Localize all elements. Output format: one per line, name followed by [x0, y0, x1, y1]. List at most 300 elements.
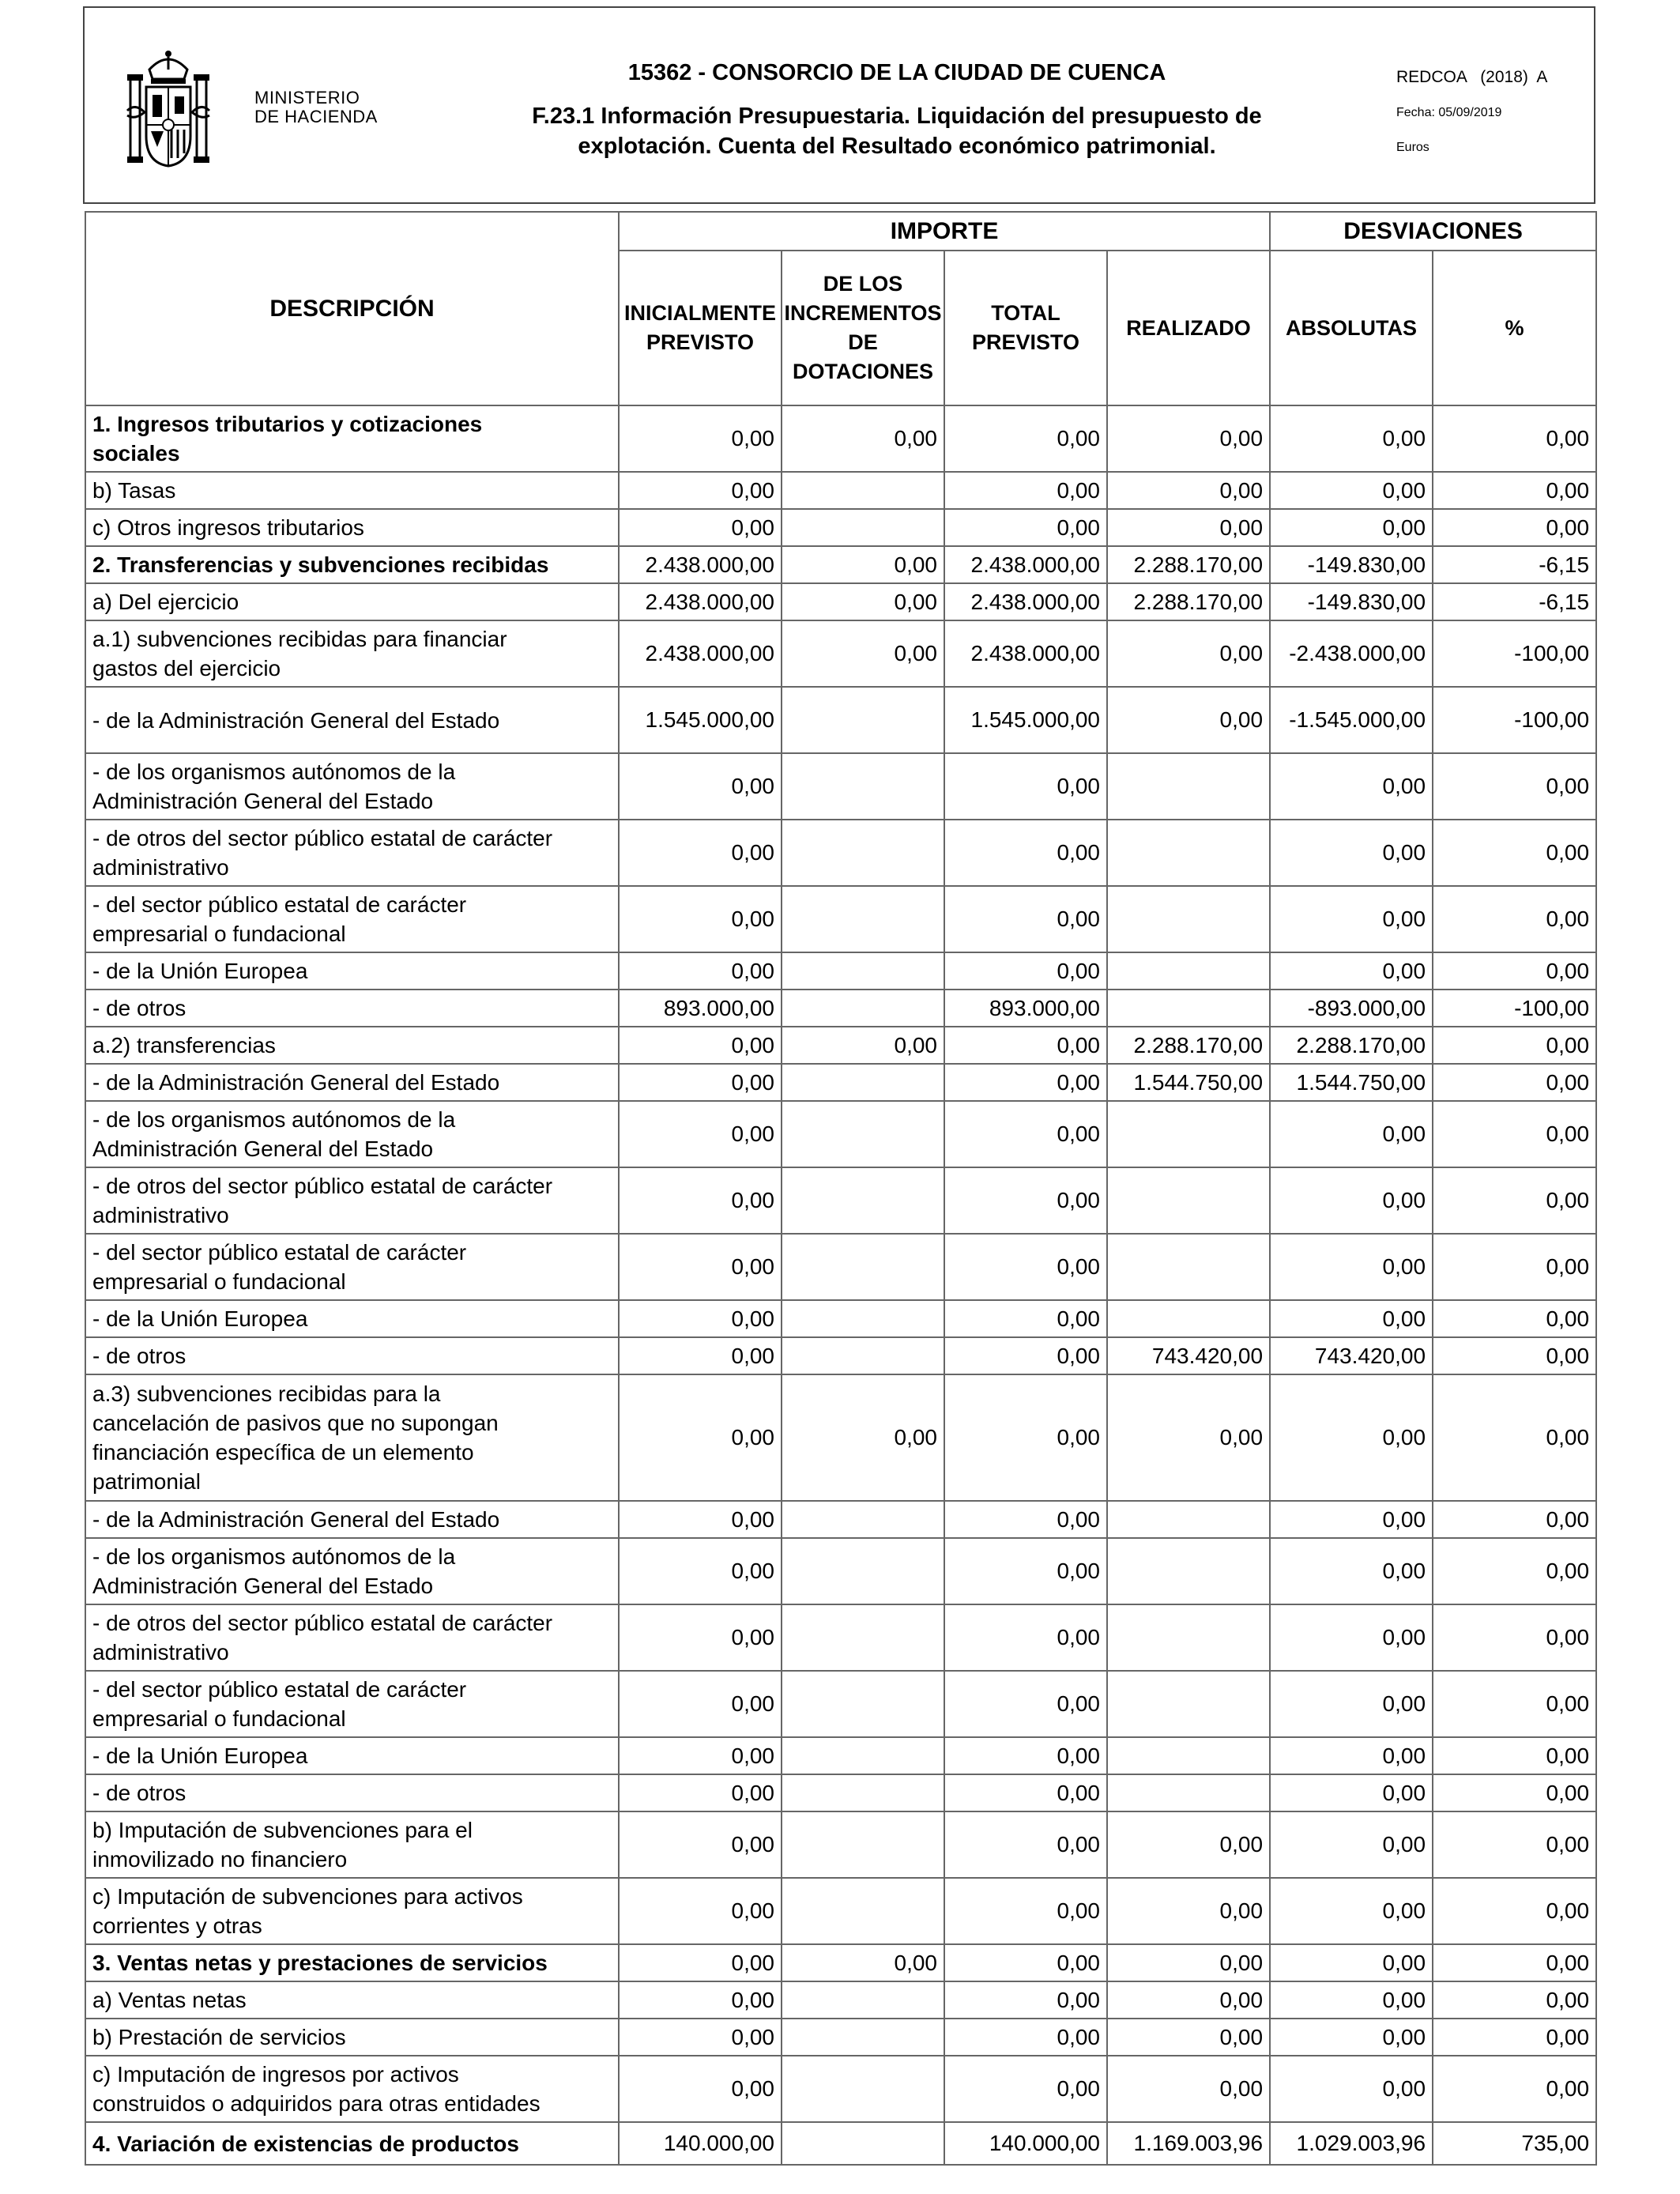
cell-realizado: 0,00 — [1107, 1981, 1270, 2019]
cell-inicialmente-previsto: 0,00 — [619, 1337, 782, 1374]
col-header-line: INICIALMENTE — [624, 301, 776, 325]
row-description — [85, 1027, 619, 1064]
cell-realizado: 0,00 — [1107, 1374, 1270, 1501]
cell-realizado — [1107, 1737, 1270, 1774]
coat-of-arms-icon — [126, 47, 211, 174]
budget-table — [85, 211, 1597, 2166]
cell-percent: 0,00 — [1433, 405, 1596, 472]
cell-total-previsto: 0,00 — [944, 2019, 1107, 2056]
row-description — [85, 1671, 619, 1737]
row-description-line: - de otros — [92, 1781, 186, 1805]
cell-total-previsto: 893.000,00 — [944, 990, 1107, 1027]
row-description — [85, 1737, 619, 1774]
ministry-line-2: DE HACIENDA — [254, 107, 378, 126]
cell-percent: 0,00 — [1433, 1027, 1596, 1064]
row-description — [85, 1300, 619, 1337]
cell-inicialmente-previsto: 2.438.000,00 — [619, 583, 782, 620]
col-header-line: TOTAL — [991, 301, 1060, 325]
cell-absolutas: 0,00 — [1270, 1501, 1433, 1538]
cell-realizado: 0,00 — [1107, 1811, 1270, 1878]
cell-absolutas: 0,00 — [1270, 2019, 1433, 2056]
row-description-line: Administración General del Estado — [92, 789, 434, 813]
row-description-line: sociales — [92, 441, 180, 466]
cell-incrementos: 0,00 — [782, 1027, 944, 1064]
report-subtitle — [518, 101, 1276, 161]
table-row — [85, 405, 1596, 472]
row-description-line: gastos del ejercicio — [92, 656, 281, 680]
row-description — [85, 1538, 619, 1604]
table-row — [85, 753, 1596, 820]
report-currency: Euros — [1396, 141, 1430, 154]
row-description — [85, 2122, 619, 2165]
row-description-line: corrientes y otras — [92, 1913, 262, 1938]
row-description-line: c) Imputación de subvenciones para activos — [92, 1884, 523, 1909]
table-row — [85, 1374, 1596, 1501]
row-description-line: empresarial o fundacional — [92, 922, 346, 946]
cell-percent: -100,00 — [1433, 620, 1596, 687]
col-header-line: PREVISTO — [646, 330, 755, 354]
cell-total-previsto: 140.000,00 — [944, 2122, 1107, 2165]
row-description-line: b) Imputación de subvenciones para el — [92, 1818, 473, 1842]
cell-percent: 0,00 — [1433, 2019, 1596, 2056]
cell-inicialmente-previsto: 140.000,00 — [619, 2122, 782, 2165]
table-row — [85, 1101, 1596, 1167]
table-row — [85, 1671, 1596, 1737]
cell-incrementos — [782, 1064, 944, 1101]
cell-realizado — [1107, 1101, 1270, 1167]
cell-absolutas: 0,00 — [1270, 1300, 1433, 1337]
cell-realizado — [1107, 1604, 1270, 1671]
col-header-percent: % — [1433, 251, 1596, 405]
row-description — [85, 1337, 619, 1374]
cell-percent: 0,00 — [1433, 1501, 1596, 1538]
cell-inicialmente-previsto: 0,00 — [619, 1604, 782, 1671]
cell-realizado: 2.288.170,00 — [1107, 583, 1270, 620]
cell-incrementos — [782, 1234, 944, 1300]
report-code: REDCOA (2018) A — [1396, 68, 1548, 86]
row-description-line: - del sector público estatal de carácter — [92, 1677, 467, 1702]
cell-absolutas: 0,00 — [1270, 886, 1433, 952]
cell-percent: 0,00 — [1433, 1167, 1596, 1234]
row-description-line: c) Imputación de ingresos por activos — [92, 2062, 459, 2087]
table-row — [85, 2056, 1596, 2122]
col-header-line: PREVISTO — [971, 330, 1080, 354]
cell-absolutas: 0,00 — [1270, 1737, 1433, 1774]
table-row — [85, 1337, 1596, 1374]
cell-percent: 0,00 — [1433, 1064, 1596, 1101]
cell-absolutas: 0,00 — [1270, 1604, 1433, 1671]
row-description-line: - de los organismos autónomos de la — [92, 1544, 456, 1569]
col-header-realizado: REALIZADO — [1107, 251, 1270, 405]
table-row — [85, 2019, 1596, 2056]
cell-total-previsto: 0,00 — [944, 886, 1107, 952]
row-description-line: - de otros del sector público estatal de carácter — [92, 1611, 553, 1635]
cell-inicialmente-previsto: 0,00 — [619, 472, 782, 509]
cell-absolutas: 1.029.003,96 — [1270, 2122, 1433, 2165]
cell-total-previsto: 0,00 — [944, 1604, 1107, 1671]
cell-incrementos: 0,00 — [782, 1944, 944, 1981]
cell-percent: 0,00 — [1433, 1981, 1596, 2019]
cell-absolutas: -1.545.000,00 — [1270, 687, 1433, 753]
cell-inicialmente-previsto: 0,00 — [619, 1300, 782, 1337]
cell-percent: 0,00 — [1433, 2056, 1596, 2122]
cell-absolutas: -893.000,00 — [1270, 990, 1433, 1027]
cell-incrementos — [782, 472, 944, 509]
col-header-absolutas: ABSOLUTAS — [1270, 251, 1433, 405]
table-row — [85, 1538, 1596, 1604]
cell-incrementos — [782, 1671, 944, 1737]
report-subtitle-line-2: explotación. Cuenta del Resultado económico patrimonial. — [578, 134, 1216, 159]
row-description — [85, 1167, 619, 1234]
row-description-line: - de la Unión Europea — [92, 1744, 308, 1768]
cell-realizado: 0,00 — [1107, 2056, 1270, 2122]
table-row — [85, 472, 1596, 509]
row-description — [85, 990, 619, 1027]
cell-inicialmente-previsto: 0,00 — [619, 1501, 782, 1538]
cell-total-previsto: 0,00 — [944, 1811, 1107, 1878]
table-row — [85, 1604, 1596, 1671]
table-row — [85, 687, 1596, 753]
cell-incrementos — [782, 1538, 944, 1604]
report-subtitle-line-1: F.23.1 Información Presupuestaria. Liquidación del presupuesto de — [532, 104, 1262, 129]
cell-inicialmente-previsto: 0,00 — [619, 952, 782, 990]
row-description-line: - de la Unión Europea — [92, 959, 308, 983]
cell-percent: 0,00 — [1433, 1337, 1596, 1374]
cell-inicialmente-previsto: 0,00 — [619, 1878, 782, 1944]
cell-absolutas: 0,00 — [1270, 1101, 1433, 1167]
table-row — [85, 1737, 1596, 1774]
cell-percent: 0,00 — [1433, 1878, 1596, 1944]
cell-incrementos — [782, 952, 944, 990]
cell-inicialmente-previsto: 0,00 — [619, 2056, 782, 2122]
row-description — [85, 1811, 619, 1878]
row-description-line: - de los organismos autónomos de la — [92, 1107, 456, 1132]
report-title: 15362 - CONSORCIO DE LA CIUDAD DE CUENCA — [627, 60, 1166, 85]
cell-percent: 0,00 — [1433, 509, 1596, 546]
row-description-line: b) Tasas — [92, 478, 176, 503]
cell-incrementos — [782, 1811, 944, 1878]
row-description-line: a.1) subvenciones recibidas para financiar — [92, 627, 507, 651]
cell-total-previsto: 2.438.000,00 — [944, 620, 1107, 687]
cell-absolutas: 0,00 — [1270, 1944, 1433, 1981]
cell-incrementos — [782, 886, 944, 952]
cell-inicialmente-previsto: 0,00 — [619, 820, 782, 886]
report-date: Fecha: 05/09/2019 — [1396, 106, 1502, 119]
cell-realizado: 0,00 — [1107, 620, 1270, 687]
cell-total-previsto: 0,00 — [944, 1981, 1107, 2019]
cell-total-previsto: 0,00 — [944, 1101, 1107, 1167]
cell-percent: 0,00 — [1433, 1811, 1596, 1878]
table-row — [85, 886, 1596, 952]
cell-realizado: 0,00 — [1107, 1878, 1270, 1944]
row-description-line: c) Otros ingresos tributarios — [92, 515, 364, 540]
cell-percent: 0,00 — [1433, 820, 1596, 886]
cell-percent: 0,00 — [1433, 1538, 1596, 1604]
cell-absolutas: 743.420,00 — [1270, 1337, 1433, 1374]
cell-total-previsto: 0,00 — [944, 1538, 1107, 1604]
row-description — [85, 1774, 619, 1811]
row-description — [85, 546, 619, 583]
row-description — [85, 1981, 619, 2019]
cell-realizado: 0,00 — [1107, 405, 1270, 472]
col-header-line: DE LOS — [823, 272, 903, 296]
cell-total-previsto: 0,00 — [944, 1671, 1107, 1737]
cell-inicialmente-previsto: 0,00 — [619, 1374, 782, 1501]
row-description-line: a.3) subvenciones recibidas para la — [92, 1382, 441, 1406]
cell-percent: 0,00 — [1433, 1774, 1596, 1811]
cell-total-previsto: 0,00 — [944, 753, 1107, 820]
cell-total-previsto: 0,00 — [944, 1064, 1107, 1101]
cell-realizado: 743.420,00 — [1107, 1337, 1270, 1374]
cell-realizado: 0,00 — [1107, 1944, 1270, 1981]
cell-incrementos — [782, 753, 944, 820]
row-description — [85, 1064, 619, 1101]
cell-inicialmente-previsto: 0,00 — [619, 509, 782, 546]
cell-inicialmente-previsto: 0,00 — [619, 1811, 782, 1878]
cell-inicialmente-previsto: 0,00 — [619, 753, 782, 820]
ministry-name — [254, 89, 378, 126]
table-row — [85, 1878, 1596, 1944]
cell-inicialmente-previsto: 0,00 — [619, 1737, 782, 1774]
cell-percent: 735,00 — [1433, 2122, 1596, 2165]
col-group-importe: IMPORTE — [619, 212, 1270, 251]
row-description-line: - de otros — [92, 1344, 186, 1368]
cell-total-previsto: 1.545.000,00 — [944, 687, 1107, 753]
table-row — [85, 2122, 1596, 2165]
cell-absolutas: 0,00 — [1270, 1167, 1433, 1234]
row-description-line: inmovilizado no financiero — [92, 1847, 348, 1872]
cell-inicialmente-previsto: 0,00 — [619, 886, 782, 952]
row-description-line: 2. Transferencias y subvenciones recibidas — [92, 552, 549, 577]
cell-percent: -100,00 — [1433, 687, 1596, 753]
cell-inicialmente-previsto: 0,00 — [619, 1101, 782, 1167]
row-description — [85, 509, 619, 546]
cell-incrementos — [782, 1101, 944, 1167]
table-body — [85, 405, 1596, 2165]
cell-inicialmente-previsto: 2.438.000,00 — [619, 546, 782, 583]
cell-absolutas: 0,00 — [1270, 1234, 1433, 1300]
row-description-line: financiación específica de un elemento — [92, 1440, 474, 1465]
row-description — [85, 1374, 619, 1501]
col-header-incrementos — [782, 251, 944, 405]
cell-incrementos — [782, 1737, 944, 1774]
cell-incrementos: 0,00 — [782, 546, 944, 583]
table-row — [85, 546, 1596, 583]
row-description — [85, 472, 619, 509]
cell-percent: 0,00 — [1433, 1671, 1596, 1737]
cell-incrementos — [782, 1167, 944, 1234]
cell-total-previsto: 0,00 — [944, 2056, 1107, 2122]
table-row — [85, 1234, 1596, 1300]
cell-realizado — [1107, 1234, 1270, 1300]
cell-absolutas: 1.544.750,00 — [1270, 1064, 1433, 1101]
col-header-inicialmente-previsto — [619, 251, 782, 405]
row-description — [85, 2019, 619, 2056]
cell-absolutas: 0,00 — [1270, 1671, 1433, 1737]
cell-inicialmente-previsto: 0,00 — [619, 1981, 782, 2019]
row-description — [85, 687, 619, 753]
cell-incrementos — [782, 1774, 944, 1811]
cell-total-previsto: 0,00 — [944, 1234, 1107, 1300]
cell-inicialmente-previsto: 0,00 — [619, 2019, 782, 2056]
row-description-line: - de la Administración General del Estado — [92, 1070, 500, 1095]
cell-percent: 0,00 — [1433, 472, 1596, 509]
cell-inicialmente-previsto: 0,00 — [619, 1167, 782, 1234]
row-description-line: - de otros del sector público estatal de carácter — [92, 1174, 553, 1198]
cell-total-previsto: 0,00 — [944, 1944, 1107, 1981]
cell-percent: -6,15 — [1433, 546, 1596, 583]
cell-total-previsto: 0,00 — [944, 472, 1107, 509]
cell-incrementos — [782, 1337, 944, 1374]
cell-inicialmente-previsto: 0,00 — [619, 1027, 782, 1064]
cell-realizado — [1107, 1538, 1270, 1604]
row-description — [85, 620, 619, 687]
cell-percent: 0,00 — [1433, 886, 1596, 952]
report-header — [83, 6, 1595, 204]
cell-absolutas: 0,00 — [1270, 1981, 1433, 2019]
cell-total-previsto: 0,00 — [944, 1737, 1107, 1774]
col-header-descripcion: DESCRIPCIÓN — [85, 212, 619, 405]
row-description-line: - de la Administración General del Estado — [92, 707, 500, 733]
table-row — [85, 583, 1596, 620]
cell-realizado: 2.288.170,00 — [1107, 1027, 1270, 1064]
cell-percent: 0,00 — [1433, 1944, 1596, 1981]
cell-absolutas: -149.830,00 — [1270, 583, 1433, 620]
row-description-line: - de la Administración General del Estado — [92, 1507, 500, 1532]
row-description — [85, 820, 619, 886]
cell-incrementos — [782, 1878, 944, 1944]
row-description-line: 3. Ventas netas y prestaciones de servicios — [92, 1951, 548, 1975]
table-row — [85, 952, 1596, 990]
cell-total-previsto: 0,00 — [944, 1167, 1107, 1234]
cell-realizado: 2.288.170,00 — [1107, 546, 1270, 583]
cell-percent: 0,00 — [1433, 1604, 1596, 1671]
table-row — [85, 1774, 1596, 1811]
cell-percent: -100,00 — [1433, 990, 1596, 1027]
row-description-line: administrativo — [92, 1640, 229, 1664]
cell-total-previsto: 0,00 — [944, 1878, 1107, 1944]
cell-inicialmente-previsto: 0,00 — [619, 1944, 782, 1981]
row-description-line: - de la Unión Europea — [92, 1306, 308, 1331]
cell-total-previsto: 0,00 — [944, 405, 1107, 472]
table-row — [85, 1300, 1596, 1337]
cell-absolutas: 0,00 — [1270, 2056, 1433, 2122]
cell-realizado — [1107, 952, 1270, 990]
cell-absolutas: 0,00 — [1270, 1374, 1433, 1501]
row-description — [85, 886, 619, 952]
table-row — [85, 1064, 1596, 1101]
row-description-line: - del sector público estatal de carácter — [92, 892, 467, 917]
cell-absolutas: 0,00 — [1270, 509, 1433, 546]
row-description — [85, 2056, 619, 2122]
cell-percent: 0,00 — [1433, 1374, 1596, 1501]
cell-inicialmente-previsto: 0,00 — [619, 405, 782, 472]
cell-inicialmente-previsto: 0,00 — [619, 1774, 782, 1811]
cell-realizado — [1107, 990, 1270, 1027]
cell-incrementos — [782, 1981, 944, 2019]
cell-incrementos — [782, 990, 944, 1027]
row-description — [85, 583, 619, 620]
cell-total-previsto: 0,00 — [944, 1337, 1107, 1374]
cell-absolutas: 0,00 — [1270, 405, 1433, 472]
row-description-line: empresarial o fundacional — [92, 1269, 346, 1294]
cell-realizado — [1107, 820, 1270, 886]
table-row — [85, 509, 1596, 546]
cell-inicialmente-previsto: 2.438.000,00 — [619, 620, 782, 687]
cell-total-previsto: 0,00 — [944, 1374, 1107, 1501]
cell-total-previsto: 0,00 — [944, 1501, 1107, 1538]
cell-total-previsto: 0,00 — [944, 820, 1107, 886]
cell-total-previsto: 0,00 — [944, 1300, 1107, 1337]
row-description-line: administrativo — [92, 1203, 229, 1227]
cell-realizado: 1.544.750,00 — [1107, 1064, 1270, 1101]
row-description-line: - de otros — [92, 996, 186, 1020]
cell-incrementos — [782, 509, 944, 546]
row-description — [85, 1944, 619, 1981]
cell-realizado: 1.169.003,96 — [1107, 2122, 1270, 2165]
row-description-line: 1. Ingresos tributarios y cotizaciones — [92, 412, 483, 436]
cell-total-previsto: 0,00 — [944, 1027, 1107, 1064]
cell-incrementos — [782, 2019, 944, 2056]
cell-realizado — [1107, 753, 1270, 820]
cell-inicialmente-previsto: 893.000,00 — [619, 990, 782, 1027]
row-description-line: a.2) transferencias — [92, 1033, 276, 1057]
row-description — [85, 1501, 619, 1538]
row-description — [85, 1101, 619, 1167]
row-description-line: - de otros del sector público estatal de carácter — [92, 826, 553, 850]
row-description-line: cancelación de pasivos que no supongan — [92, 1411, 499, 1435]
table-row — [85, 1501, 1596, 1538]
cell-percent: -6,15 — [1433, 583, 1596, 620]
cell-absolutas: 2.288.170,00 — [1270, 1027, 1433, 1064]
cell-realizado: 0,00 — [1107, 2019, 1270, 2056]
cell-incrementos — [782, 687, 944, 753]
row-description-line: patrimonial — [92, 1469, 201, 1494]
cell-percent: 0,00 — [1433, 952, 1596, 990]
cell-realizado — [1107, 1501, 1270, 1538]
table-row — [85, 1027, 1596, 1064]
cell-incrementos — [782, 1300, 944, 1337]
cell-absolutas: -149.830,00 — [1270, 546, 1433, 583]
row-description-line: - del sector público estatal de carácter — [92, 1240, 467, 1265]
cell-incrementos — [782, 2056, 944, 2122]
row-description — [85, 1234, 619, 1300]
row-description — [85, 753, 619, 820]
cell-realizado — [1107, 886, 1270, 952]
cell-total-previsto: 2.438.000,00 — [944, 583, 1107, 620]
cell-incrementos: 0,00 — [782, 620, 944, 687]
table-row — [85, 620, 1596, 687]
cell-absolutas: 0,00 — [1270, 1811, 1433, 1878]
ministry-line-1: MINISTERIO — [254, 88, 360, 107]
cell-total-previsto: 0,00 — [944, 509, 1107, 546]
cell-incrementos: 0,00 — [782, 583, 944, 620]
cell-realizado: 0,00 — [1107, 687, 1270, 753]
table-row — [85, 1944, 1596, 1981]
row-description-line: Administración General del Estado — [92, 1574, 434, 1598]
cell-inicialmente-previsto: 0,00 — [619, 1538, 782, 1604]
cell-total-previsto: 2.438.000,00 — [944, 546, 1107, 583]
cell-realizado: 0,00 — [1107, 472, 1270, 509]
cell-percent: 0,00 — [1433, 1234, 1596, 1300]
table-row — [85, 1981, 1596, 2019]
cell-percent: 0,00 — [1433, 1737, 1596, 1774]
cell-absolutas: 0,00 — [1270, 820, 1433, 886]
cell-absolutas: -2.438.000,00 — [1270, 620, 1433, 687]
col-header-line: INCREMENTOS — [784, 301, 942, 325]
row-description-line: a) Ventas netas — [92, 1988, 247, 2012]
cell-absolutas: 0,00 — [1270, 1538, 1433, 1604]
